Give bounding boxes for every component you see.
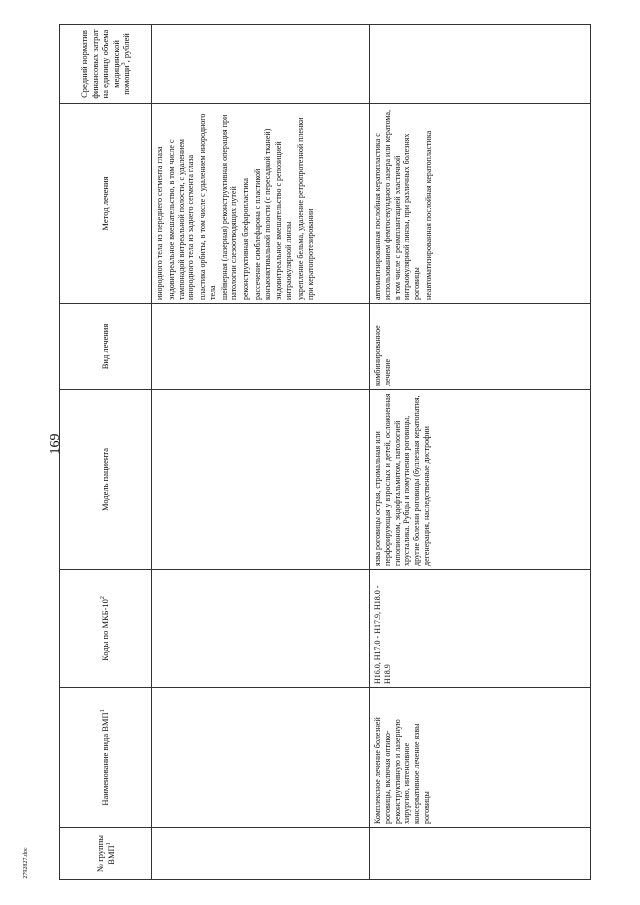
header-patient-model: Модель пациента xyxy=(60,390,152,570)
cell-empty xyxy=(152,688,370,828)
cell-group-number xyxy=(370,828,591,880)
method-item: пластика орбиты, в том числе с удалением инородного тела xyxy=(198,113,217,300)
header-vmp-name: Наименование вида ВМП$^1$ xyxy=(60,688,152,828)
header-treatment-type: Вид лечения xyxy=(60,304,152,390)
method-item: реконструктивная блефаропластика xyxy=(241,178,250,300)
method-item: рассечение симблефарона с пластикой конъюнктивальной полости (с пересадкой тканей) xyxy=(252,128,272,300)
cell-vmp-name: Комплексное лечение болезней роговицы, включая оптико-реконструктивную и лазерную хирургию, интенсивное консервативное лечение язвы роговицы xyxy=(370,688,591,828)
cell-treatment-type: комбинированное лечение xyxy=(370,304,591,390)
header-group-number: № группы ВМП$^1$ xyxy=(60,828,152,880)
header-average-cost: Средний норматив финансовых затрат на единицу объема медицинской помощи$^3$, рублей xyxy=(60,25,152,104)
table-header-row xyxy=(60,25,152,880)
page-number: 169 xyxy=(48,433,63,455)
method-item: шейверная (лазерная) реконструктивная операция при патологии слезоотводящих путей xyxy=(219,114,239,300)
cell-empty xyxy=(152,25,370,104)
cell-empty xyxy=(152,304,370,390)
cell-icd-codes: H16.0, H17.0 - H17.9, H18.0 - H18.9 xyxy=(370,570,591,688)
cell-empty xyxy=(152,570,370,688)
method-item: эндовитреальное вмешательство с репозицией интраокулярной линзы xyxy=(274,141,293,300)
method-item: инородного тела из переднего сегмента глаза xyxy=(155,146,164,300)
method-item: эндовитреальное вмешательство, в том числе с тампонадой витреальной полости, с удалением инородного тела из заднего сегмента глаза xyxy=(166,139,196,300)
document-code: 2792827.doc xyxy=(23,847,29,879)
table-row xyxy=(370,25,591,880)
header-treatment-method: Метод лечения xyxy=(60,104,152,304)
header-icd-codes: Коды по МКБ-$10^2$ xyxy=(60,570,152,688)
vmp-table xyxy=(59,24,591,880)
method-item: укрепление бельма, удаление ретропротезной пленки при кератопротезировании xyxy=(295,117,315,300)
cell-empty xyxy=(152,390,370,570)
cell-average-cost xyxy=(370,25,591,104)
cell-continuation-methods xyxy=(152,104,370,304)
method-item: автоматизированная послойная кератопластика с использованием фемтосекундного лазера или кератома, в том числе с реимплантацией эластичной интраокулярной линзы, при различных болезнях роговицы xyxy=(373,110,421,300)
vmp-table-container xyxy=(59,25,591,880)
method-item: неавтоматизированная послойная кератопластика xyxy=(423,130,433,300)
table-row-continuation xyxy=(152,25,370,880)
cell-treatment-methods xyxy=(370,104,591,304)
cell-empty xyxy=(152,828,370,880)
cell-patient-model: язва роговицы острая, стромальная или перфорирующая у взрослых и детей, осложненная гипопионом, эндофтальмитом, патологией хрусталика. Рубцы и помутнения роговицы, другие болезни роговицы (буллезная кератопатия, дегенерация, наследственные дистрофии xyxy=(370,390,591,570)
